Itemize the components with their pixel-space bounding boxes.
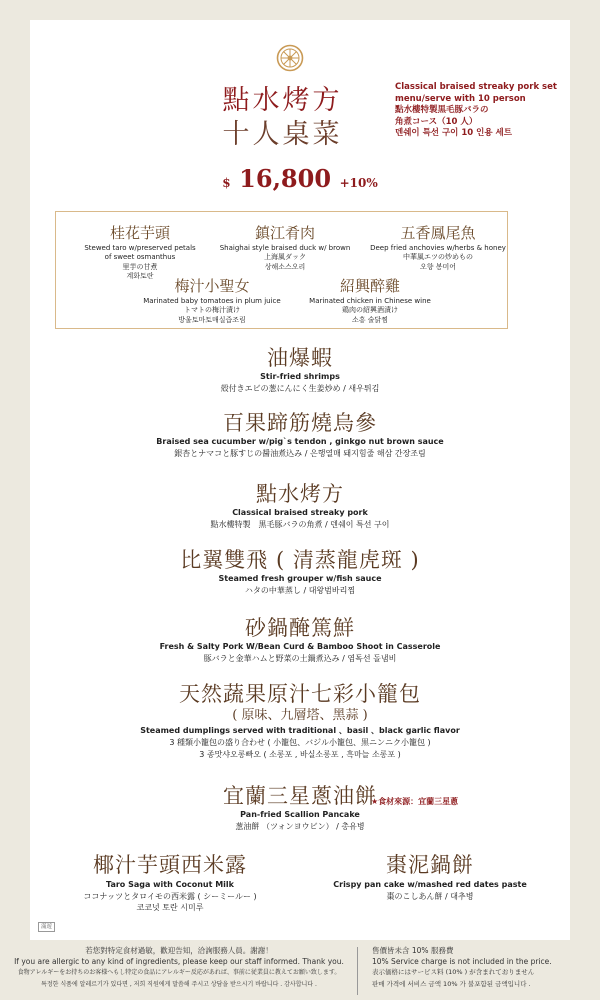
set-desc-line: 點水樓特製黒毛豚バラの [395,105,489,115]
appetizer-desc: 소흥 술닭찜 [351,315,389,324]
appetizer-desc: 오향 봉미어 [419,262,457,271]
dish-english: Classical braised streaky pork [232,508,368,517]
dish-english: Stir-fried shrimps [260,372,340,381]
dish-english: Fresh & Salty Pork W/Bean Curd & Bamboo Shoot in Casserole [159,642,441,651]
dish-translation: 3 種類小籠包の盛り合わせ ( 小籠包、バジル小籠包、黒ニンニク小籠包 ) [169,738,431,747]
appetizer-item [358,224,518,272]
appetizer-desc: Shaighai style braised duck w/ brown [219,244,351,252]
appetizer-name: 五香鳳尾魚 [400,224,476,242]
appetizer-desc: Deep fried anchovies w/herbs & honey [370,244,506,252]
dish-item [0,547,600,597]
footer-divider [357,947,358,995]
appetizer-desc: 상해소스오리 [264,262,306,271]
price-service-suffix: +10% [339,176,378,190]
dish-translation: 3 종맛샤오롱빠오 ( 소롱포 , 바실소롱포 , 흑마늘 소롱포 ) [199,750,401,759]
appetizer-desc: 中華風エツの炒めもの [403,253,473,262]
service-charge-notice [372,945,597,990]
appetizer-desc: トマトの梅汁漬け [184,306,240,315]
menu-title [200,84,365,152]
dish-english: Steamed fresh grouper w/fish sauce [218,574,382,583]
set-desc-line: Classical braised streaky pork set [395,82,557,92]
price-currency: $ [222,176,231,190]
dessert-translation: 코코넛 토란 시미루 [136,903,204,912]
dish-translation: 銀杏とナマコと豚すじの醤油煮込み / 은행열매 돼지힘줄 해삼 간장조림 [174,449,426,458]
service-charge-line: 10% Service charge is not included in the price. [372,957,552,967]
set-menu-description [395,82,565,140]
appetizer-name: 紹興醉雞 [339,277,400,295]
service-charge-line: 表示価格にはサービス料 (10% ) が含まれておりません [372,968,535,977]
dish-name: 百果蹄筋燒烏參 [223,411,377,435]
set-desc-line: 덴쉐이 특선 구이 10 인용 세트 [395,128,512,138]
dessert-english: Taro Saga with Coconut Milk [106,880,234,889]
dish-name: 砂鍋醃篤鮮 [245,616,355,640]
dish-item [0,681,600,761]
appetizer-desc: 里芋の甘煮 [122,262,158,271]
appetizer-name: 鎮江肴肉 [254,224,315,242]
appetizer-item [60,224,220,282]
service-charge-line: 售價皆未含 10% 服務費 [372,946,454,955]
appetizer-desc: 계화토란 [126,272,154,281]
appetizer-desc: of sweet osmanthus [104,253,176,262]
appetizer-desc: Stewed taro w/preserved petals [84,244,196,252]
dish-name: 宜蘭三星蔥油餅 [223,784,377,808]
dessert-name: 棗泥鍋餅 [386,853,474,877]
dish-english: Pan-fried Scallion Pancake [240,810,360,819]
price-amount: 16,800 [239,164,332,193]
set-price [0,164,600,193]
allergy-notice-line: 특정한 식품에 알레르기가 있다면 , 저희 직원에게 말씀해 주시고 상담을 받으시기 바랍니다 . 감사합니다 . [41,980,317,988]
appetizer-name: 梅汁小聖女 [174,277,250,295]
appetizer-desc: 上海風ダック [264,253,306,262]
appetizer-item [205,224,365,272]
dish-translation: 豚バラと金華ハムと野菜の土鍋煮込み / 염독선 돌냄비 [203,654,397,663]
appetizer-desc: Marinated chicken in Chinese wine [309,297,431,305]
dessert-item [40,852,300,914]
menu-tag-label: 滿遊 [38,922,55,932]
appetizer-item [132,277,292,325]
allergy-notice-line: 食物アレルギーをお持ちのお客様へもし特定の食品にアレルギー反応があれば、事前に従業員に教えてお願い致します。 [17,969,341,977]
appetizer-name: 桂花芋頭 [109,224,170,242]
menu-title-line1: 點水烤方 [222,85,343,116]
dish-translation: 葱油餅 （ツォンヨウビン） / 총유병 [235,822,365,831]
dessert-translation: 棗のこしあん餅 / 대추병 [386,891,474,901]
dish-name: 油爆蝦 [267,346,333,370]
dish-item [0,345,600,395]
dish-translation: 殻付きエビの葱にんにく生姜炒め / 새우튀김 [220,384,380,393]
set-desc-line: 角煮コース（10 人） [395,116,478,127]
appetizer-item [290,277,450,325]
dessert-translation: ココナッツとタロイモの西米露 ( シーミールー ) [83,891,257,901]
allergy-notice-line: If you are allergic to any kind of ingredients, please keep our staff informed. Thank you. [14,957,344,967]
dish-name: 比翼雙飛 ( 清蒸龍虎斑 ) [180,548,420,572]
dessert-item [300,852,560,902]
appetizer-desc: Marinated baby tomatoes in plum juice [143,297,281,305]
dish-flavors: ( 原味、九層塔、黑蒜 ) [232,708,368,723]
menu-title-line2: 十人桌菜 [222,119,343,150]
set-desc-line: menu/serve with 10 person [395,93,526,104]
appetizer-desc: 방울토마토매실즙조림 [178,315,246,324]
dish-name: 點水烤方 [256,482,344,506]
ingredient-source-badge: ★食材來源：宜蘭三星蔥 [371,797,459,806]
dish-name: 天然蔬果原汁七彩小籠包 [179,682,421,706]
dish-translation: 點水樓特製 黒毛豚バラの角煮 / 덴쉐이 특선 구이 [210,520,390,529]
appetizer-desc: 鶏肉の紹興酒漬け [342,306,398,315]
dish-item [0,615,600,665]
dessert-english: Crispy pan cake w/mashed red dates paste [333,880,527,889]
dessert-name: 椰汁芋頭西米露 [93,853,247,877]
dish-item [0,481,600,531]
dish-english: Braised sea cucumber w/pig`s tendon , ginkgo nut brown sauce [156,437,444,446]
restaurant-logo-icon [276,44,304,72]
dish-translation: ハタの中華蒸し / 대왕범바리찜 [244,586,356,595]
dish-english: Steamed dumplings served with traditional 、basil 、black garlic flavor [140,726,460,735]
allergy-notice [4,945,354,990]
dish-item [0,783,600,833]
footer-notice [0,943,600,1000]
dish-item [0,410,600,460]
allergy-notice-line: 若您對特定食材過敏，歡迎告知，洽詢服務人員。謝謝！ [85,946,273,955]
service-charge-line: 판매 가격에 서비스 금액 10% 가 불포함된 금액입니다 . [372,979,531,988]
